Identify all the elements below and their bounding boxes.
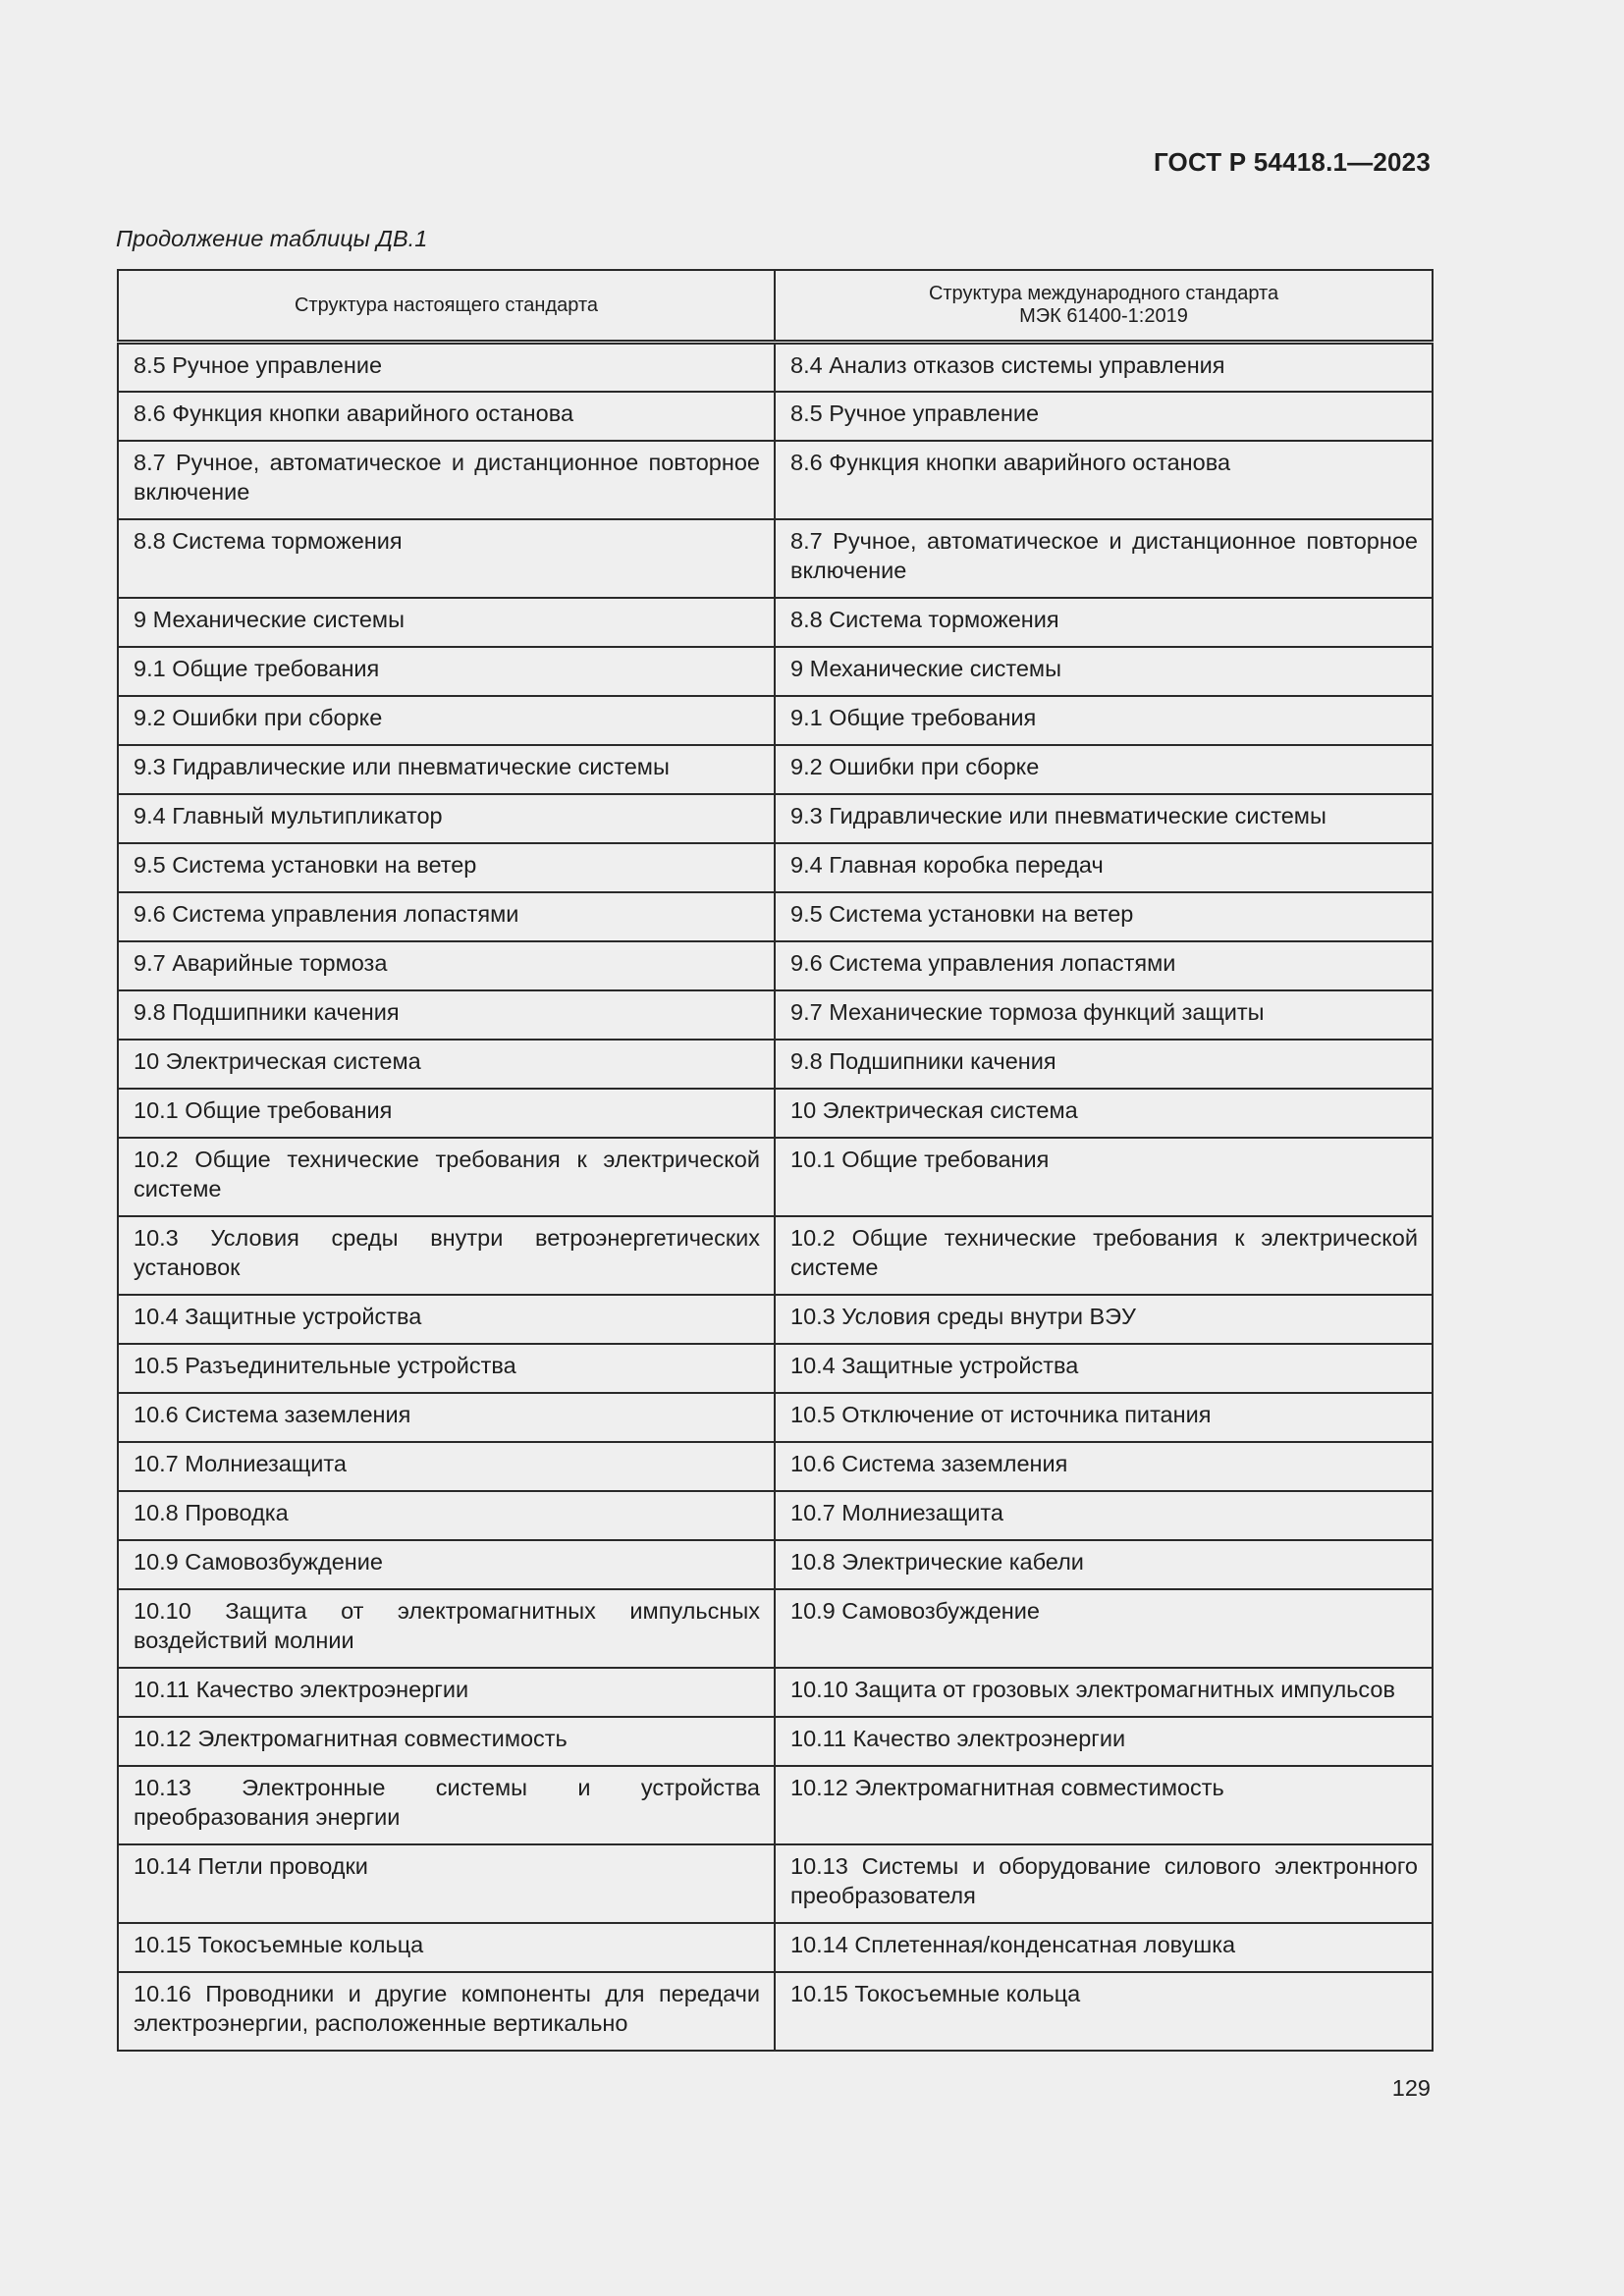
national-section-cell: 10.3 Условия среды внутри ветроэнергетических установок [118, 1216, 775, 1295]
national-section-cell: 8.7 Ручное, автоматическое и дистанционное повторное включение [118, 441, 775, 519]
international-section-cell: 9.1 Общие требования [775, 696, 1433, 745]
national-section-cell: 10.8 Проводка [118, 1491, 775, 1540]
national-section-cell: 10.2 Общие технические требования к электрической системе [118, 1138, 775, 1216]
national-section-cell: 9.6 Система управления лопастями [118, 892, 775, 941]
international-section-cell: 10.7 Молниезащита [775, 1491, 1433, 1540]
national-section-cell: 10.16 Проводники и другие компоненты для передачи электроэнергии, расположенные вертикально [118, 1972, 775, 2051]
national-section-cell: 10.4 Защитные устройства [118, 1295, 775, 1344]
national-section-cell: 9.1 Общие требования [118, 647, 775, 696]
table-row [118, 1295, 1433, 1344]
international-section-cell: 9.3 Гидравлические или пневматические системы [775, 794, 1433, 843]
table-row [118, 1766, 1433, 1844]
international-section-cell: 9.7 Механические тормоза функций защиты [775, 990, 1433, 1040]
national-section-cell: 9.4 Главный мультипликатор [118, 794, 775, 843]
table-row [118, 1717, 1433, 1766]
international-section-cell: 10.12 Электромагнитная совместимость [775, 1766, 1433, 1844]
table-row [118, 1393, 1433, 1442]
national-section-cell: 10.1 Общие требования [118, 1089, 775, 1138]
international-section-cell: 10.4 Защитные устройства [775, 1344, 1433, 1393]
page-number: 129 [1391, 2075, 1431, 2101]
international-section-cell: 10.14 Сплетенная/конденсатная ловушка [775, 1923, 1433, 1972]
table-row [118, 392, 1433, 441]
international-section-cell: 10.1 Общие требования [775, 1138, 1433, 1216]
national-section-cell: 10.11 Качество электроэнергии [118, 1668, 775, 1717]
national-section-cell: 10.9 Самовозбуждение [118, 1540, 775, 1589]
international-section-cell: 9 Механические системы [775, 647, 1433, 696]
international-section-cell: 10 Электрическая система [775, 1089, 1433, 1138]
international-section-cell: 9.8 Подшипники качения [775, 1040, 1433, 1089]
international-section-cell: 9.6 Система управления лопастями [775, 941, 1433, 990]
table-row [118, 745, 1433, 794]
national-section-cell: 10.14 Петли проводки [118, 1844, 775, 1923]
table-row [118, 892, 1433, 941]
national-section-cell: 10.5 Разъединительные устройства [118, 1344, 775, 1393]
table-row [118, 647, 1433, 696]
table-row [118, 1344, 1433, 1393]
table-row [118, 1844, 1433, 1923]
national-section-cell: 10.10 Защита от электромагнитных импульсных воздействий молнии [118, 1589, 775, 1668]
table-row [118, 1089, 1433, 1138]
international-section-cell: 10.8 Электрические кабели [775, 1540, 1433, 1589]
table-row [118, 696, 1433, 745]
table-row [118, 598, 1433, 647]
table-row [118, 1138, 1433, 1216]
national-section-cell: 9.3 Гидравлические или пневматические системы [118, 745, 775, 794]
column-header-line: Структура международного стандарта [928, 283, 1279, 304]
table-row [118, 843, 1433, 892]
table-row [118, 1923, 1433, 1972]
international-section-cell: 10.11 Качество электроэнергии [775, 1717, 1433, 1766]
national-section-cell: 9.8 Подшипники качения [118, 990, 775, 1040]
table-row [118, 343, 1433, 392]
column-header-national-standard: Структура настоящего стандарта [118, 270, 775, 343]
international-section-cell: 10.9 Самовозбуждение [775, 1589, 1433, 1668]
international-section-cell: 10.5 Отключение от источника питания [775, 1393, 1433, 1442]
table-row [118, 441, 1433, 519]
national-section-cell: 9 Механические системы [118, 598, 775, 647]
table-row [118, 794, 1433, 843]
national-section-cell: 9.2 Ошибки при сборке [118, 696, 775, 745]
national-section-cell: 10.7 Молниезащита [118, 1442, 775, 1491]
international-section-cell: 8.6 Функция кнопки аварийного останова [775, 441, 1433, 519]
international-section-cell: 10.10 Защита от грозовых электромагнитных импульсов [775, 1668, 1433, 1717]
international-section-cell: 8.8 Система торможения [775, 598, 1433, 647]
national-section-cell: 8.8 Система торможения [118, 519, 775, 598]
international-section-cell: 9.2 Ошибки при сборке [775, 745, 1433, 794]
international-section-cell: 10.2 Общие технические требования к электрической системе [775, 1216, 1433, 1295]
column-header-international-standard [775, 270, 1433, 343]
table-row [118, 1491, 1433, 1540]
table-row [118, 1442, 1433, 1491]
correspondence-table [117, 269, 1434, 2052]
international-section-cell: 8.7 Ручное, автоматическое и дистанционное повторное включение [775, 519, 1433, 598]
table-row [118, 1216, 1433, 1295]
table-row [118, 1040, 1433, 1089]
table-row [118, 519, 1433, 598]
national-section-cell: 8.5 Ручное управление [118, 343, 775, 392]
national-section-cell: 10.13 Электронные системы и устройства преобразования энергии [118, 1766, 775, 1844]
column-header-line: МЭК 61400-1:2019 [1019, 305, 1188, 327]
document-code: ГОСТ Р 54418.1—2023 [1153, 147, 1431, 177]
national-section-cell: 8.6 Функция кнопки аварийного останова [118, 392, 775, 441]
table-row [118, 1972, 1433, 2051]
international-section-cell: 8.5 Ручное управление [775, 392, 1433, 441]
national-section-cell: 9.5 Система установки на ветер [118, 843, 775, 892]
national-section-cell: 10.15 Токосъемные кольца [118, 1923, 775, 1972]
table-body [118, 343, 1433, 2051]
table-row [118, 941, 1433, 990]
national-section-cell: 10.6 Система заземления [118, 1393, 775, 1442]
table-header [118, 270, 1433, 343]
international-section-cell: 10.13 Системы и оборудование силового электронного преобразователя [775, 1844, 1433, 1923]
international-section-cell: 9.4 Главная коробка передач [775, 843, 1433, 892]
table-row [118, 1589, 1433, 1668]
table-row [118, 1540, 1433, 1589]
national-section-cell: 10.12 Электромагнитная совместимость [118, 1717, 775, 1766]
table-caption: Продолжение таблицы ДВ.1 [116, 226, 428, 251]
international-section-cell: 10.6 Система заземления [775, 1442, 1433, 1491]
international-section-cell: 10.15 Токосъемные кольца [775, 1972, 1433, 2051]
international-section-cell: 9.5 Система установки на ветер [775, 892, 1433, 941]
table-row [118, 1668, 1433, 1717]
international-section-cell: 10.3 Условия среды внутри ВЭУ [775, 1295, 1433, 1344]
table-row [118, 990, 1433, 1040]
international-section-cell: 8.4 Анализ отказов системы управления [775, 343, 1433, 392]
national-section-cell: 9.7 Аварийные тормоза [118, 941, 775, 990]
national-section-cell: 10 Электрическая система [118, 1040, 775, 1089]
